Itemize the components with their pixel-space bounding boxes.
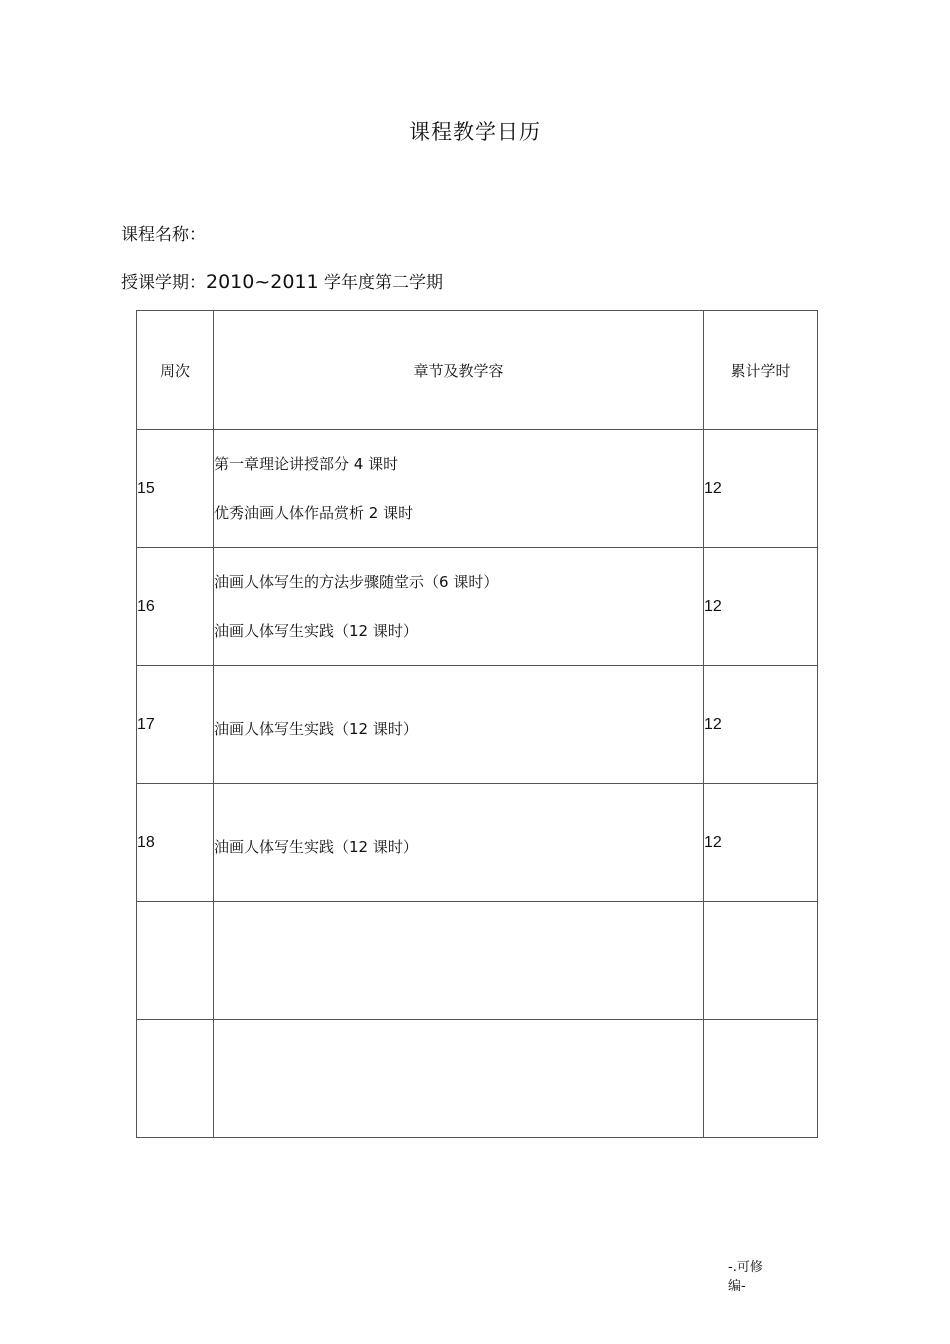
content-line: 优秀油画人体作品赏析 2 课时 bbox=[214, 504, 414, 522]
teaching-calendar-table bbox=[136, 310, 818, 1138]
table-header-row bbox=[137, 311, 818, 430]
hours-cell: 12 bbox=[704, 666, 818, 784]
content-line: 第一章理论讲授部分 4 课时 bbox=[214, 455, 399, 473]
header-week: 周次 bbox=[137, 311, 214, 430]
term-years: 2010~2011 bbox=[206, 271, 319, 293]
course-name-label: 课程名称： bbox=[121, 225, 206, 245]
page-title: 课程教学日历 bbox=[409, 120, 541, 144]
hours-cell: 12 bbox=[704, 430, 818, 548]
week-cell bbox=[137, 902, 214, 1020]
table-row bbox=[137, 430, 818, 548]
content-cell bbox=[214, 430, 704, 548]
content-cell bbox=[214, 548, 704, 666]
content-cell bbox=[214, 902, 704, 1020]
header-hours: 累计学时 bbox=[704, 311, 818, 430]
content-cell bbox=[214, 1020, 704, 1138]
term-label: 授课学期： bbox=[121, 273, 206, 293]
content-line: 油画人体写生的方法步骤随堂示（6 课时） bbox=[214, 573, 499, 591]
hours-cell bbox=[704, 902, 818, 1020]
week-cell: 17 bbox=[137, 666, 214, 784]
table-row bbox=[137, 548, 818, 666]
content-line: 油画人体写生实践（12 课时） bbox=[214, 837, 418, 856]
footer-editable-note bbox=[728, 1258, 763, 1296]
term-suffix: 学年度第二学期 bbox=[324, 273, 444, 293]
week-cell: 16 bbox=[137, 548, 214, 666]
course-name-line bbox=[121, 220, 206, 245]
table-row bbox=[137, 784, 818, 902]
table-row-empty bbox=[137, 902, 818, 1020]
footer-line: 编- bbox=[728, 1279, 746, 1294]
content-cell bbox=[214, 666, 704, 784]
content-line: 油画人体写生实践（12 课时） bbox=[214, 622, 418, 640]
week-cell bbox=[137, 1020, 214, 1138]
week-cell: 18 bbox=[137, 784, 214, 902]
content-line: 油画人体写生实践（12 课时） bbox=[214, 719, 418, 738]
table-row-empty bbox=[137, 1020, 818, 1138]
content-cell bbox=[214, 784, 704, 902]
week-cell: 15 bbox=[137, 430, 214, 548]
hours-cell: 12 bbox=[704, 784, 818, 902]
footer-line: -.可修 bbox=[728, 1260, 763, 1275]
table-row bbox=[137, 666, 818, 784]
hours-cell: 12 bbox=[704, 548, 818, 666]
header-content: 章节及教学容 bbox=[214, 311, 704, 430]
hours-cell bbox=[704, 1020, 818, 1138]
term-line bbox=[121, 268, 443, 293]
